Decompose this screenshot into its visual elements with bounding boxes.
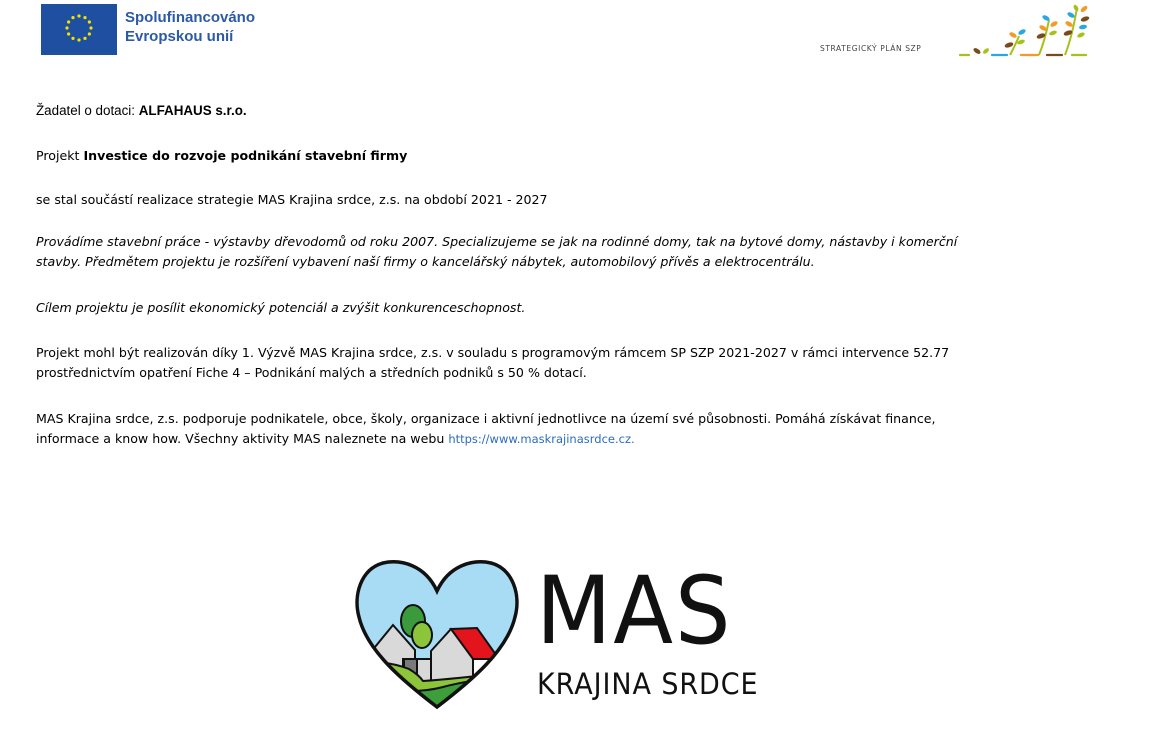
applicant-label: Žadatel o dotaci: [36,103,139,118]
eu-flag-icon [41,4,117,55]
funding-line1: Projekt mohl být realizován díky 1. Výzvě MAS Krajina srdce, z.s. v souladu s programovým rámcem SP SZP 2021-2027 v rámci intervence 52.77 [36,345,950,360]
szp-logo-text: STRATEGICKÝ PLÁN SZP [820,44,922,53]
description-line1: Provádíme stavební práce - výstavby dřevodomů od roku 2007. Specializujeme se jak na rodinné domy, tak na bytové domy, nástavby i komerční [36,234,958,249]
heart-landscape-icon [353,555,521,713]
eu-text-line2: Evropskou unií [125,28,234,45]
project-label: Projekt [36,148,84,163]
applicant-name: ALFAHAUS s.r.o. [138,103,247,118]
about-line1: MAS Krajina srdce, z.s. podporuje podnikatele, obce, školy, organizace i aktivní jednotlivce na území své působnosti. Pomáhá získávat finance, [36,411,936,426]
mas-logo-title: MAS [536,557,733,666]
funding-line2: prostřednictvím opatření Fiche 4 – Podnikání malých a středních podniků s 50 % dotací. [36,365,587,380]
sprouts-icon [955,2,1095,62]
eu-cofinanced-text [125,8,255,46]
about-paragraph [36,409,1126,449]
project-description [36,232,1126,272]
website-link[interactable]: https://www.maskrajinasrdce.cz. [448,432,635,446]
about-line2-text: informace a know how. Všechny aktivity MAS naleznete na webu [36,431,449,446]
description-line2: stavby. Předmětem projektu je rozšíření vybavení naší firmy o kancelářský nábytek, automobilový přívěs a elektrocentrálu. [36,254,815,269]
project-name: Investice do rozvoje podnikání stavební firmy [83,148,408,163]
project-goal: Cílem projektu je posílit ekonomický potenciál a zvýšit konkurenceschopnost. [36,300,526,315]
eu-text-line1: Spolufinancováno [125,9,256,26]
project-line [36,146,1126,166]
about-line2 [36,429,1126,449]
applicant-line [36,101,1126,121]
strategy-line: se stal součástí realizace strategie MAS Krajina srdce, z.s. na období 2021 - 2027 [36,192,548,207]
mas-logo-subtitle: KRAJINA SRDCE [537,667,759,701]
funding-paragraph [36,343,1126,383]
